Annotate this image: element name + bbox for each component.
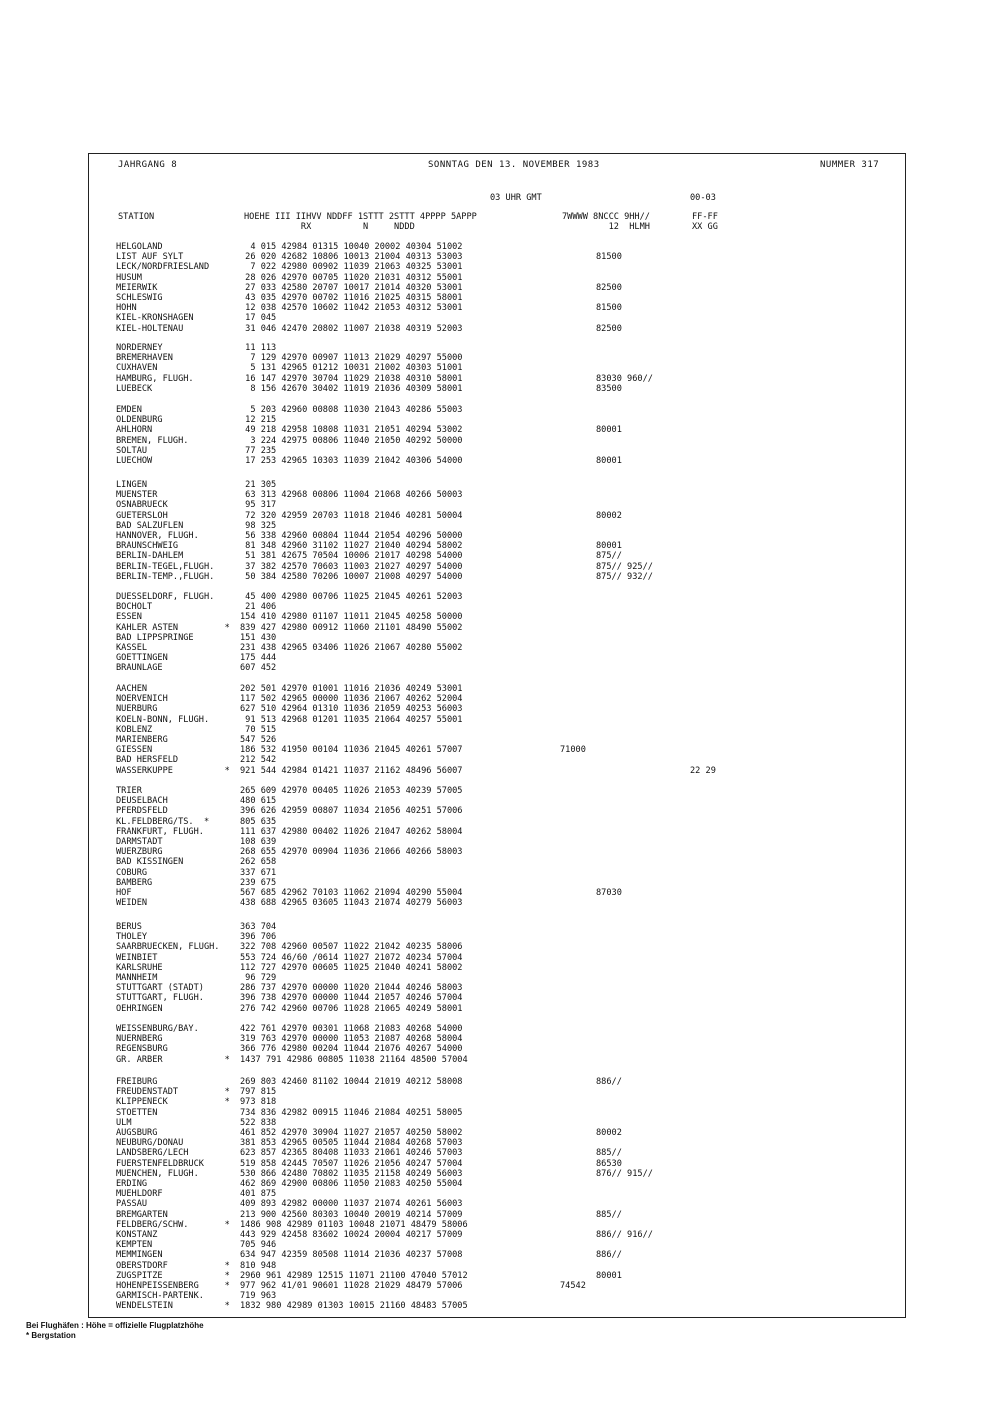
station-name: KONSTANZ xyxy=(116,1230,158,1240)
station-group8: 80001 xyxy=(596,456,622,466)
station-name: BAD HERSFELD xyxy=(116,755,179,766)
station-group8: 81500 xyxy=(596,252,622,263)
station-codes: 50 384 42580 70206 10007 21008 40297 54000 xyxy=(240,571,463,582)
station-group8: 87030 xyxy=(596,888,622,898)
station-codes: 81 348 42960 31102 11027 21040 40294 58002 xyxy=(240,541,463,552)
station-codes: 268 655 42970 00904 11036 21066 40266 58003 xyxy=(240,847,463,858)
station-name: KOBLENZ xyxy=(116,724,153,735)
station-codes: 519 858 42445 70507 11026 21056 40247 57004 xyxy=(240,1158,463,1169)
station-codes: 28 026 42970 00705 11020 21031 40312 55001 xyxy=(240,272,463,283)
station-name: FREIBURG xyxy=(116,1077,158,1087)
station-name: EMDEN xyxy=(116,405,142,415)
station-group8: 875// 932// xyxy=(596,571,653,582)
station-codes: 530 866 42480 70802 11035 21158 40249 56003 xyxy=(240,1168,463,1179)
column-weather: 7WWWW 8NCCC 9HH// xyxy=(562,212,650,222)
station-codes: 151 430 xyxy=(240,632,277,643)
station-codes: 56 338 42960 00804 11044 21054 40296 50000 xyxy=(240,531,463,541)
station-codes: 3 224 42975 00806 11040 21050 40292 50000 xyxy=(240,435,463,446)
station-codes: 31 046 42470 20802 11007 21038 40319 52003 xyxy=(240,323,463,334)
station-name: OSNABRUECK xyxy=(116,500,168,511)
station-codes: 443 929 42458 83602 10024 20004 40217 57009 xyxy=(240,1230,463,1240)
station-codes: 366 776 42980 00204 11044 21076 40267 54000 xyxy=(240,1044,463,1055)
station-name: HUSUM xyxy=(116,272,142,283)
station-name: HOF xyxy=(116,888,132,898)
station-name: GUETERSLOH xyxy=(116,510,168,521)
station-name: NOERVENICH xyxy=(116,694,168,705)
station-codes: 21 305 xyxy=(240,480,277,490)
station-codes: 634 947 42359 80508 11014 21036 40237 57008 xyxy=(240,1250,463,1261)
column-station: STATION xyxy=(118,212,155,222)
station-name: FRANKFURT, FLUGH. xyxy=(116,826,204,837)
station-group8: 886// xyxy=(596,1077,622,1087)
station-name: HELGOLAND xyxy=(116,242,163,252)
station-codes: 16 147 42970 30704 11029 21038 40310 58001 xyxy=(240,373,463,384)
station-name: ESSEN xyxy=(116,612,142,623)
station-codes: 734 836 42982 00915 11046 21084 40251 58005 xyxy=(240,1107,463,1118)
station-codes: 202 501 42970 01001 11016 21036 40249 53001 xyxy=(240,684,463,694)
station-group8: 82500 xyxy=(596,323,622,334)
station-group8: 875// xyxy=(596,551,622,562)
column-codes: HOEHE III IIHVV NDDFF 1STTT 2STTT 4PPPP 5APPP xyxy=(244,212,477,222)
station-name: OLDENBURG xyxy=(116,415,163,426)
station-name: FELDBERG/SCHW. * xyxy=(116,1219,230,1230)
station-codes: 337 671 xyxy=(240,867,277,878)
station-codes: 7 129 42970 00907 11013 21029 40297 55000 xyxy=(240,353,463,364)
station-codes: 37 382 42570 70603 11003 21027 40297 54000 xyxy=(240,561,463,572)
station-group8: 885// xyxy=(596,1209,622,1220)
station-name: NORDERNEY xyxy=(116,343,163,353)
station-codes: 7 022 42980 00902 11039 21063 40325 53001 xyxy=(240,262,463,273)
station-codes: 117 502 42965 00000 11036 21067 40262 52004 xyxy=(240,694,463,705)
station-name: FREUDENSTADT * xyxy=(116,1087,230,1098)
station-name: HOHN xyxy=(116,303,137,314)
station-codes: 396 738 42970 00000 11044 21057 40246 57004 xyxy=(240,993,463,1004)
station-name: GARMISCH-PARTENK. xyxy=(116,1291,204,1302)
footnote-airports: Bei Flughäfen : Höhe = offizielle Flugplatzhöhe xyxy=(26,1321,204,1330)
station-group8: 876// 915// xyxy=(596,1168,653,1179)
station-name: GIESSEN xyxy=(116,745,153,756)
station-name: HOHENPEISSENBERG * xyxy=(116,1281,230,1291)
station-codes: 839 427 42980 00912 11060 21101 48490 55002 xyxy=(240,622,463,633)
station-codes: 17 253 42965 10303 11039 21042 40306 54000 xyxy=(240,456,463,466)
station-codes: 98 325 xyxy=(240,520,277,531)
station-name: BERLIN-TEMP.,FLUGH. xyxy=(116,571,215,582)
station-codes: 381 853 42965 00505 11044 21084 40268 57003 xyxy=(240,1138,463,1149)
station-name: DUESSELDORF, FLUGH. xyxy=(116,592,215,602)
column-weather-sub: 12 HLMH xyxy=(562,222,650,232)
station-codes: 607 452 xyxy=(240,663,277,674)
station-codes: 72 320 42959 20703 11018 21046 40281 50004 xyxy=(240,510,463,521)
station-codes: 547 526 xyxy=(240,735,277,745)
station-name: NEUBURG/DONAU xyxy=(116,1138,184,1149)
station-codes: 269 803 42460 81102 10044 21019 40212 58008 xyxy=(240,1077,463,1087)
station-codes: 5 203 42960 00808 11030 21043 40286 55003 xyxy=(240,405,463,415)
station-wind: 22 29 xyxy=(690,765,716,776)
station-codes: 186 532 41950 00104 11036 21045 40261 57007 xyxy=(240,745,463,756)
station-name: HANNOVER, FLUGH. xyxy=(116,531,199,541)
station-codes: 567 685 42962 70103 11062 21094 40290 55004 xyxy=(240,888,463,898)
station-codes: 973 818 xyxy=(240,1097,277,1108)
station-codes: 401 875 xyxy=(240,1189,277,1200)
station-name: ERDING xyxy=(116,1179,148,1189)
station-codes: 921 544 42984 01421 11037 21162 48496 56007 xyxy=(240,765,463,776)
station-codes: 810 948 xyxy=(240,1260,277,1271)
station-name: BOCHOLT xyxy=(116,602,153,613)
station-group8: 82500 xyxy=(596,282,622,293)
station-name: SCHLESWIG xyxy=(116,293,163,303)
station-codes: 805 635 xyxy=(240,816,277,827)
station-codes: 239 675 xyxy=(240,877,277,888)
station-name: NUERBURG xyxy=(116,704,158,715)
station-name: LECK/NORDFRIESLAND xyxy=(116,262,210,273)
observation-period: 00-03 xyxy=(690,193,716,203)
station-codes: 108 639 xyxy=(240,837,277,847)
station-group8: 80001 xyxy=(596,425,622,436)
station-codes: 480 615 xyxy=(240,796,277,807)
station-codes: 77 235 xyxy=(240,445,277,456)
station-codes: 11 113 xyxy=(240,343,277,353)
station-group8: 886// xyxy=(596,1250,622,1261)
station-name: TRIER xyxy=(116,786,142,796)
station-codes: 396 706 xyxy=(240,932,277,943)
station-codes: 175 444 xyxy=(240,653,277,664)
station-name: WEISSENBURG/BAY. xyxy=(116,1024,199,1034)
station-name: LUECHOW xyxy=(116,456,153,466)
issue-number: NUMMER 317 xyxy=(820,160,880,170)
station-name: SOLTAU xyxy=(116,445,148,456)
station-codes: 43 035 42970 00702 11016 21025 40315 58001 xyxy=(240,293,463,303)
station-name: PASSAU xyxy=(116,1199,148,1210)
station-name: LUEBECK xyxy=(116,383,153,394)
station-codes: 623 857 42365 80408 11033 21061 40246 57003 xyxy=(240,1148,463,1159)
station-group8: 80002 xyxy=(596,510,622,521)
station-codes: 5 131 42965 01212 10031 21002 40303 51001 xyxy=(240,363,463,374)
station-codes: 396 626 42959 00807 11034 21056 40251 57006 xyxy=(240,806,463,817)
station-group7: 74542 xyxy=(560,1281,586,1291)
station-codes: 91 513 42968 01201 11035 21064 40257 55001 xyxy=(240,714,463,725)
station-codes: 95 317 xyxy=(240,500,277,511)
station-name: MEIERWIK xyxy=(116,282,158,293)
station-codes: 213 900 42560 80303 10040 20019 40214 57009 xyxy=(240,1209,463,1220)
station-name: OBERSTDORF * xyxy=(116,1260,230,1271)
station-name: HAMBURG, FLUGH. xyxy=(116,373,194,384)
station-codes: 111 637 42980 00402 11026 21047 40262 58004 xyxy=(240,826,463,837)
station-codes: 265 609 42970 00405 11026 21053 40239 57005 xyxy=(240,786,463,796)
station-group8: 885// xyxy=(596,1148,622,1159)
station-name: BAD SALZUFLEN xyxy=(116,520,184,531)
station-group8: 80001 xyxy=(596,541,622,552)
station-codes: 45 400 42980 00706 11025 21045 40261 52003 xyxy=(240,592,463,602)
date-label: SONNTAG DEN 13. NOVEMBER 1983 xyxy=(428,160,600,170)
station-codes: 719 963 xyxy=(240,1291,277,1302)
station-name: REGENSBURG xyxy=(116,1044,168,1055)
station-name: WENDELSTEIN * xyxy=(116,1301,230,1312)
station-codes: 462 869 42900 00806 11050 21083 40250 55004 xyxy=(240,1179,463,1189)
station-name: BREMEN, FLUGH. xyxy=(116,435,189,446)
footnote-mountain: * Bergstation xyxy=(26,1331,76,1340)
station-name: MUEHLDORF xyxy=(116,1189,163,1200)
station-codes: 112 727 42970 00605 11025 21040 40241 58002 xyxy=(240,962,463,973)
station-group8: 875// 925// xyxy=(596,561,653,572)
station-group8: 80001 xyxy=(596,1270,622,1281)
station-codes: 705 946 xyxy=(240,1240,277,1251)
station-codes: 12 038 42570 10602 11042 21053 40312 53001 xyxy=(240,303,463,314)
station-codes: 17 045 xyxy=(240,313,277,324)
station-codes: 977 962 41/01 90601 11028 21029 48479 57006 xyxy=(240,1281,463,1291)
station-name: COBURG xyxy=(116,867,148,878)
station-name: WEINBIET xyxy=(116,952,158,963)
station-name: BAD LIPPSPRINGE xyxy=(116,632,194,643)
station-name: LIST AUF SYLT xyxy=(116,252,184,263)
station-codes: 154 410 42980 01107 11011 21045 40258 50000 xyxy=(240,612,463,623)
station-group8: 80002 xyxy=(596,1128,622,1138)
station-codes: 627 510 42964 01310 11036 21059 40253 56003 xyxy=(240,704,463,715)
station-codes: 1486 908 42989 01103 10048 21071 48479 58006 xyxy=(240,1219,468,1230)
station-name: KEMPTEN xyxy=(116,1240,153,1251)
station-group8: 86530 xyxy=(596,1158,622,1169)
station-codes: 422 761 42970 00301 11068 21083 40268 54000 xyxy=(240,1024,463,1034)
station-name: MARIENBERG xyxy=(116,735,168,745)
station-name: BERLIN-DAHLEM xyxy=(116,551,184,562)
station-name: PFERDSFELD xyxy=(116,806,168,817)
station-name: STOETTEN xyxy=(116,1107,158,1118)
station-codes: 212 542 xyxy=(240,755,277,766)
station-name: STUTTGART (STADT) xyxy=(116,983,204,994)
station-codes: 797 815 xyxy=(240,1087,277,1098)
station-codes: 4 015 42984 01315 10040 20002 40304 51002 xyxy=(240,242,463,252)
station-name: ULM xyxy=(116,1117,132,1128)
station-codes: 70 515 xyxy=(240,724,277,735)
station-codes: 231 438 42965 03406 11026 21067 40280 55002 xyxy=(240,643,463,653)
station-name: BREMGARTEN xyxy=(116,1209,168,1220)
station-name: KARLSRUHE xyxy=(116,962,163,973)
station-codes: 322 708 42960 00507 11022 21042 40235 58006 xyxy=(240,942,463,953)
column-wind-sub: XX GG xyxy=(692,222,718,232)
station-codes: 438 688 42965 03605 11043 21074 40279 56003 xyxy=(240,898,463,909)
station-name: OEHRINGEN xyxy=(116,1003,163,1014)
station-name: AHLHORN xyxy=(116,425,153,436)
observation-time: 03 UHR GMT xyxy=(490,193,542,203)
station-codes: 363 704 xyxy=(240,922,277,932)
station-codes: 27 033 42580 20707 10017 21014 40320 53001 xyxy=(240,282,463,293)
station-name: LANDSBERG/LECH xyxy=(116,1148,189,1159)
station-codes: 262 658 xyxy=(240,857,277,868)
station-group8: 83030 960// xyxy=(596,373,653,384)
station-name: KOELN-BONN, FLUGH. xyxy=(116,714,210,725)
station-name: SAARBRUECKEN, FLUGH. xyxy=(116,942,220,953)
station-codes: 96 729 xyxy=(240,973,277,983)
station-codes: 21 406 xyxy=(240,602,277,613)
station-name: MEMMINGEN xyxy=(116,1250,163,1261)
station-name: LINGEN xyxy=(116,480,148,490)
station-codes: 63 313 42968 00806 11004 21068 40266 50003 xyxy=(240,490,463,501)
station-codes: 26 020 42682 10806 10013 21004 40313 53003 xyxy=(240,252,463,263)
station-group7: 71000 xyxy=(560,745,586,756)
station-name: FUERSTENFELDBRUCK xyxy=(116,1158,204,1169)
station-codes: 553 724 46/60 /0614 11027 21072 40234 57004 xyxy=(240,952,463,963)
station-name: KL.FELDBERG/TS. * xyxy=(116,816,210,827)
station-name: CUXHAVEN xyxy=(116,363,158,374)
station-name: MANNHEIM xyxy=(116,973,158,983)
station-name: STUTTGART, FLUGH. xyxy=(116,993,204,1004)
station-name: BRAUNLAGE xyxy=(116,663,163,674)
station-group8: 81500 xyxy=(596,303,622,314)
station-name: DARMSTADT xyxy=(116,837,163,847)
station-codes: 461 852 42970 30904 11027 21057 40250 58002 xyxy=(240,1128,463,1138)
station-codes: 49 218 42958 10808 11031 21051 40294 53002 xyxy=(240,425,463,436)
station-name: WUERZBURG xyxy=(116,847,163,858)
station-codes: 1832 980 42989 01303 10015 21160 48483 57005 xyxy=(240,1301,468,1312)
station-name: BAMBERG xyxy=(116,877,153,888)
station-name: ZUGSPITZE * xyxy=(116,1270,230,1281)
station-codes: 12 215 xyxy=(240,415,277,426)
station-codes: 276 742 42960 00706 11028 21065 40249 58001 xyxy=(240,1003,463,1014)
station-group8: 886// 916// xyxy=(596,1230,653,1240)
volume-label: JAHRGANG 8 xyxy=(118,160,178,170)
column-wind: FF-FF xyxy=(692,212,718,222)
station-name: BERLIN-TEGEL,FLUGH. xyxy=(116,561,215,572)
station-group8: 83500 xyxy=(596,383,622,394)
station-name: DEUSELBACH xyxy=(116,796,168,807)
station-name: NUERNBERG xyxy=(116,1034,163,1045)
station-name: WASSERKUPPE * xyxy=(116,765,230,776)
station-name: KLIPPENECK * xyxy=(116,1097,230,1108)
station-codes: 51 381 42675 70504 10006 21017 40298 54000 xyxy=(240,551,463,562)
station-codes: 319 763 42970 00000 11053 21087 40268 58004 xyxy=(240,1034,463,1045)
station-name: KIEL-HOLTENAU xyxy=(116,323,184,334)
station-name: MUENCHEN, FLUGH. xyxy=(116,1168,199,1179)
station-name: GOETTINGEN xyxy=(116,653,168,664)
station-codes: 409 893 42982 00000 11037 21074 40261 56003 xyxy=(240,1199,463,1210)
station-name: AUGSBURG xyxy=(116,1128,158,1138)
station-name: GR. ARBER * xyxy=(116,1054,230,1065)
station-name: WEIDEN xyxy=(116,898,148,909)
station-name: KASSEL xyxy=(116,643,148,653)
station-name: KAHLER ASTEN * xyxy=(116,622,230,633)
station-name: AACHEN xyxy=(116,684,148,694)
station-codes: 522 838 xyxy=(240,1117,277,1128)
station-name: BERUS xyxy=(116,922,142,932)
station-codes: 286 737 42970 00000 11020 21044 40246 58003 xyxy=(240,983,463,994)
station-name: BAD KISSINGEN xyxy=(116,857,184,868)
station-name: KIEL-KRONSHAGEN xyxy=(116,313,194,324)
station-codes: 1437 791 42986 00805 11038 21164 48500 57004 xyxy=(240,1054,468,1065)
column-codes-sub: RX N NDDD xyxy=(244,222,415,232)
station-codes: 8 156 42670 30402 11019 21036 40309 58001 xyxy=(240,383,463,394)
station-name: MUENSTER xyxy=(116,490,158,501)
station-name: BREMERHAVEN xyxy=(116,353,173,364)
station-name: BRAUNSCHWEIG xyxy=(116,541,179,552)
station-name: THOLEY xyxy=(116,932,148,943)
table-frame xyxy=(88,153,906,1318)
station-codes: 2960 961 42989 12515 11071 21100 47040 57012 xyxy=(240,1270,468,1281)
